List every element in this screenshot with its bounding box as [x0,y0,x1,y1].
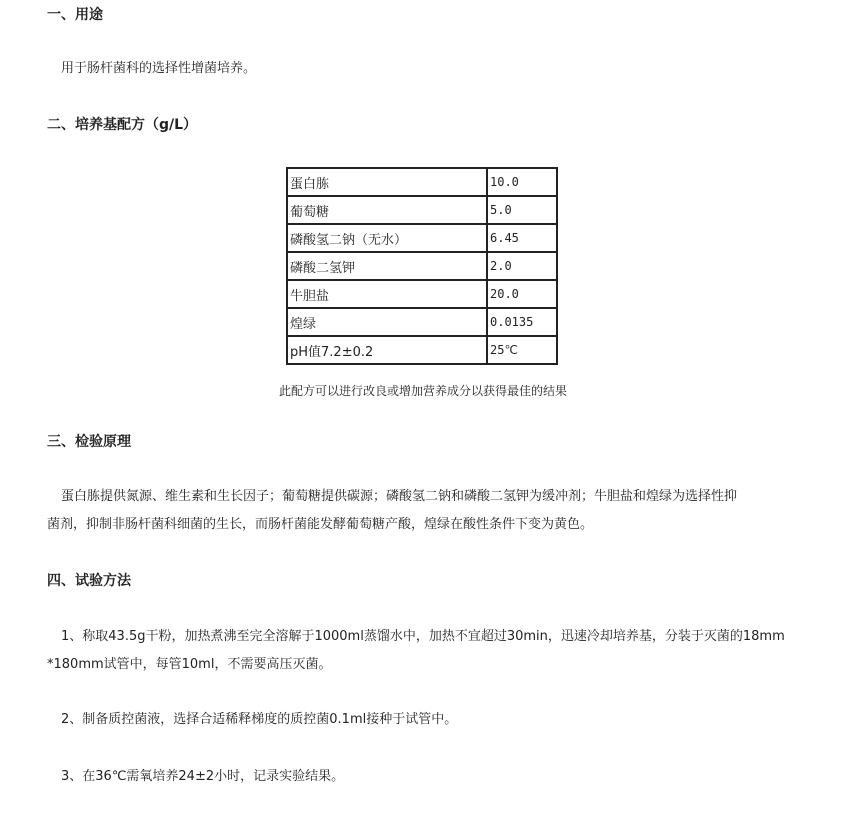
formula-row [287,196,557,224]
formula-ingredient: 磷酸二氢钾 [287,252,487,280]
formula-row [287,224,557,252]
formula-caption: 此配方可以进行改良或增加营养成分以获得最佳的结果 [279,384,568,398]
method-step-3: 3、在36℃需氧培养24±2小时，记录实验结果。 [61,769,345,784]
heading-method: 四、试验方法 [47,573,131,589]
method-step-1-line-2: *180mm试管中，每管10ml，不需要高压灭菌。 [47,657,332,672]
heading-principle: 三、检验原理 [47,434,131,450]
method-step-2: 2、制备质控菌液，选择合适稀释梯度的质控菌0.1ml接种于试管中。 [61,712,458,727]
formula-amount: 25℃ [487,336,557,364]
formula-row [287,308,557,336]
formula-ingredient: 葡萄糖 [287,196,487,224]
formula-row [287,280,557,308]
usage-text [47,55,807,83]
formula-ingredient: 牛胆盐 [287,280,487,308]
formula-amount: 2.0 [487,252,557,280]
principle-line-2: 菌剂，抑制非肠杆菌科细菌的生长，而肠杆菌能发酵葡萄糖产酸，煌绿在酸性条件下变为黄色。 [47,517,594,532]
formula-amount: 6.45 [487,224,557,252]
formula-row [287,252,557,280]
principle-line-1: 蛋白胨提供氮源、维生素和生长因子；葡萄糖提供碳源；磷酸氢二钠和磷酸二氢钾为缓冲剂；牛胆盐和煌绿为选择性抑 [61,489,738,504]
formula-ingredient: 煌绿 [287,308,487,336]
formula-amount: 0.0135 [487,308,557,336]
formula-row [287,168,557,196]
method-step-1-line-1: 1、称取43.5g干粉，加热煮沸至完全溶解于1000ml蒸馏水中，加热不宜超过30min，迅速冷却培养基，分装于灭菌的18mm [61,629,785,644]
method-step-1 [47,623,807,679]
formula-table [286,167,558,365]
usage-text-content: 用于肠杆菌科的选择性增菌培养。 [61,61,257,76]
heading-formula: 二、培养基配方（g/L） [47,117,198,133]
principle-text [47,483,807,539]
formula-ingredient: pH值7.2±0.2 [287,336,487,364]
formula-ingredient: 磷酸氢二钠（无水） [287,224,487,252]
heading-usage: 一、用途 [47,7,103,23]
formula-row [287,336,557,364]
formula-amount: 5.0 [487,196,557,224]
formula-table-body [287,168,557,364]
formula-amount: 20.0 [487,280,557,308]
formula-ingredient: 蛋白胨 [287,168,487,196]
formula-amount: 10.0 [487,168,557,196]
